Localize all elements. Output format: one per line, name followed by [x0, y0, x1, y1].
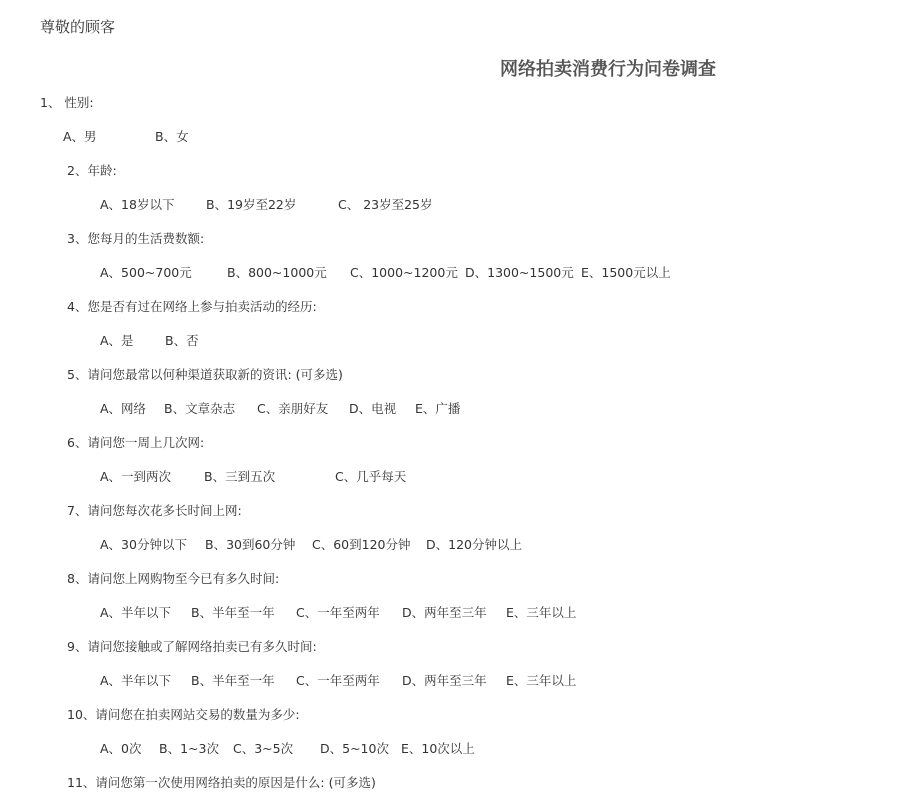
question-5: 5、请问您最常以何种渠道获取新的资讯: (可多选) [67, 367, 343, 382]
option-3-a[interactable]: A、500~700元 [100, 265, 192, 280]
option-4-b[interactable]: B、否 [165, 333, 199, 348]
option-2-c[interactable]: C、 23岁至25岁 [338, 197, 433, 212]
option-8-d[interactable]: D、两年至三年 [402, 605, 487, 620]
option-8-b[interactable]: B、半年至一年 [191, 605, 275, 620]
option-7-c[interactable]: C、60到120分钟 [312, 537, 411, 552]
option-5-c[interactable]: C、亲朋好友 [257, 401, 329, 416]
option-6-b[interactable]: B、三到五次 [204, 469, 276, 484]
question-10: 10、请问您在拍卖网站交易的数量为多少: [67, 707, 300, 722]
option-3-c[interactable]: C、1000~1200元 [350, 265, 458, 280]
option-3-d[interactable]: D、1300~1500元 [465, 265, 574, 280]
option-2-b[interactable]: B、19岁至22岁 [206, 197, 297, 212]
option-10-a[interactable]: A、0次 [100, 741, 142, 756]
option-2-a[interactable]: A、18岁以下 [100, 197, 175, 212]
option-6-c[interactable]: C、几乎每天 [335, 469, 407, 484]
option-5-d[interactable]: D、电视 [349, 401, 397, 416]
survey-title: 网络拍卖消费行为问卷调查 [500, 59, 716, 80]
question-7: 7、请问您每次花多长时间上网: [67, 503, 242, 518]
option-9-a[interactable]: A、半年以下 [100, 673, 172, 688]
option-7-b[interactable]: B、30到60分钟 [205, 537, 296, 552]
question-2: 2、年龄: [67, 163, 117, 178]
option-10-b[interactable]: B、1~3次 [159, 741, 219, 756]
option-3-b[interactable]: B、800~1000元 [227, 265, 327, 280]
option-8-e[interactable]: E、三年以上 [506, 605, 577, 620]
greeting: 尊敬的顾客 [40, 18, 116, 36]
option-3-e[interactable]: E、1500元以上 [581, 265, 671, 280]
option-9-d[interactable]: D、两年至三年 [402, 673, 487, 688]
option-4-a[interactable]: A、是 [100, 333, 134, 348]
option-1-a[interactable]: A、男 [63, 129, 97, 144]
option-7-d[interactable]: D、120分钟以上 [426, 537, 522, 552]
option-1-b[interactable]: B、女 [155, 129, 189, 144]
option-8-c[interactable]: C、一年至两年 [296, 605, 380, 620]
question-3: 3、您每月的生活费数额: [67, 231, 205, 246]
option-9-b[interactable]: B、半年至一年 [191, 673, 275, 688]
option-9-e[interactable]: E、三年以上 [506, 673, 577, 688]
question-9: 9、请问您接触或了解网络拍卖已有多久时间: [67, 639, 317, 654]
option-5-e[interactable]: E、广播 [415, 401, 461, 416]
question-6: 6、请问您一周上几次网: [67, 435, 205, 450]
option-10-d[interactable]: D、5~10次 [320, 741, 389, 756]
question-8: 8、请问您上网购物至今已有多久时间: [67, 571, 280, 586]
question-4: 4、您是否有过在网络上参与拍卖活动的经历: [67, 299, 317, 314]
option-5-a[interactable]: A、网络 [100, 401, 147, 416]
option-6-a[interactable]: A、一到两次 [100, 469, 172, 484]
question-11: 11、请问您第一次使用网络拍卖的原因是什么: (可多选) [67, 775, 376, 790]
option-10-c[interactable]: C、3~5次 [233, 741, 294, 756]
question-1: 1、 性别: [40, 95, 94, 110]
option-7-a[interactable]: A、30分钟以下 [100, 537, 187, 552]
option-10-e[interactable]: E、10次以上 [401, 741, 475, 756]
option-5-b[interactable]: B、文章杂志 [164, 401, 236, 416]
option-8-a[interactable]: A、半年以下 [100, 605, 172, 620]
option-9-c[interactable]: C、一年至两年 [296, 673, 380, 688]
